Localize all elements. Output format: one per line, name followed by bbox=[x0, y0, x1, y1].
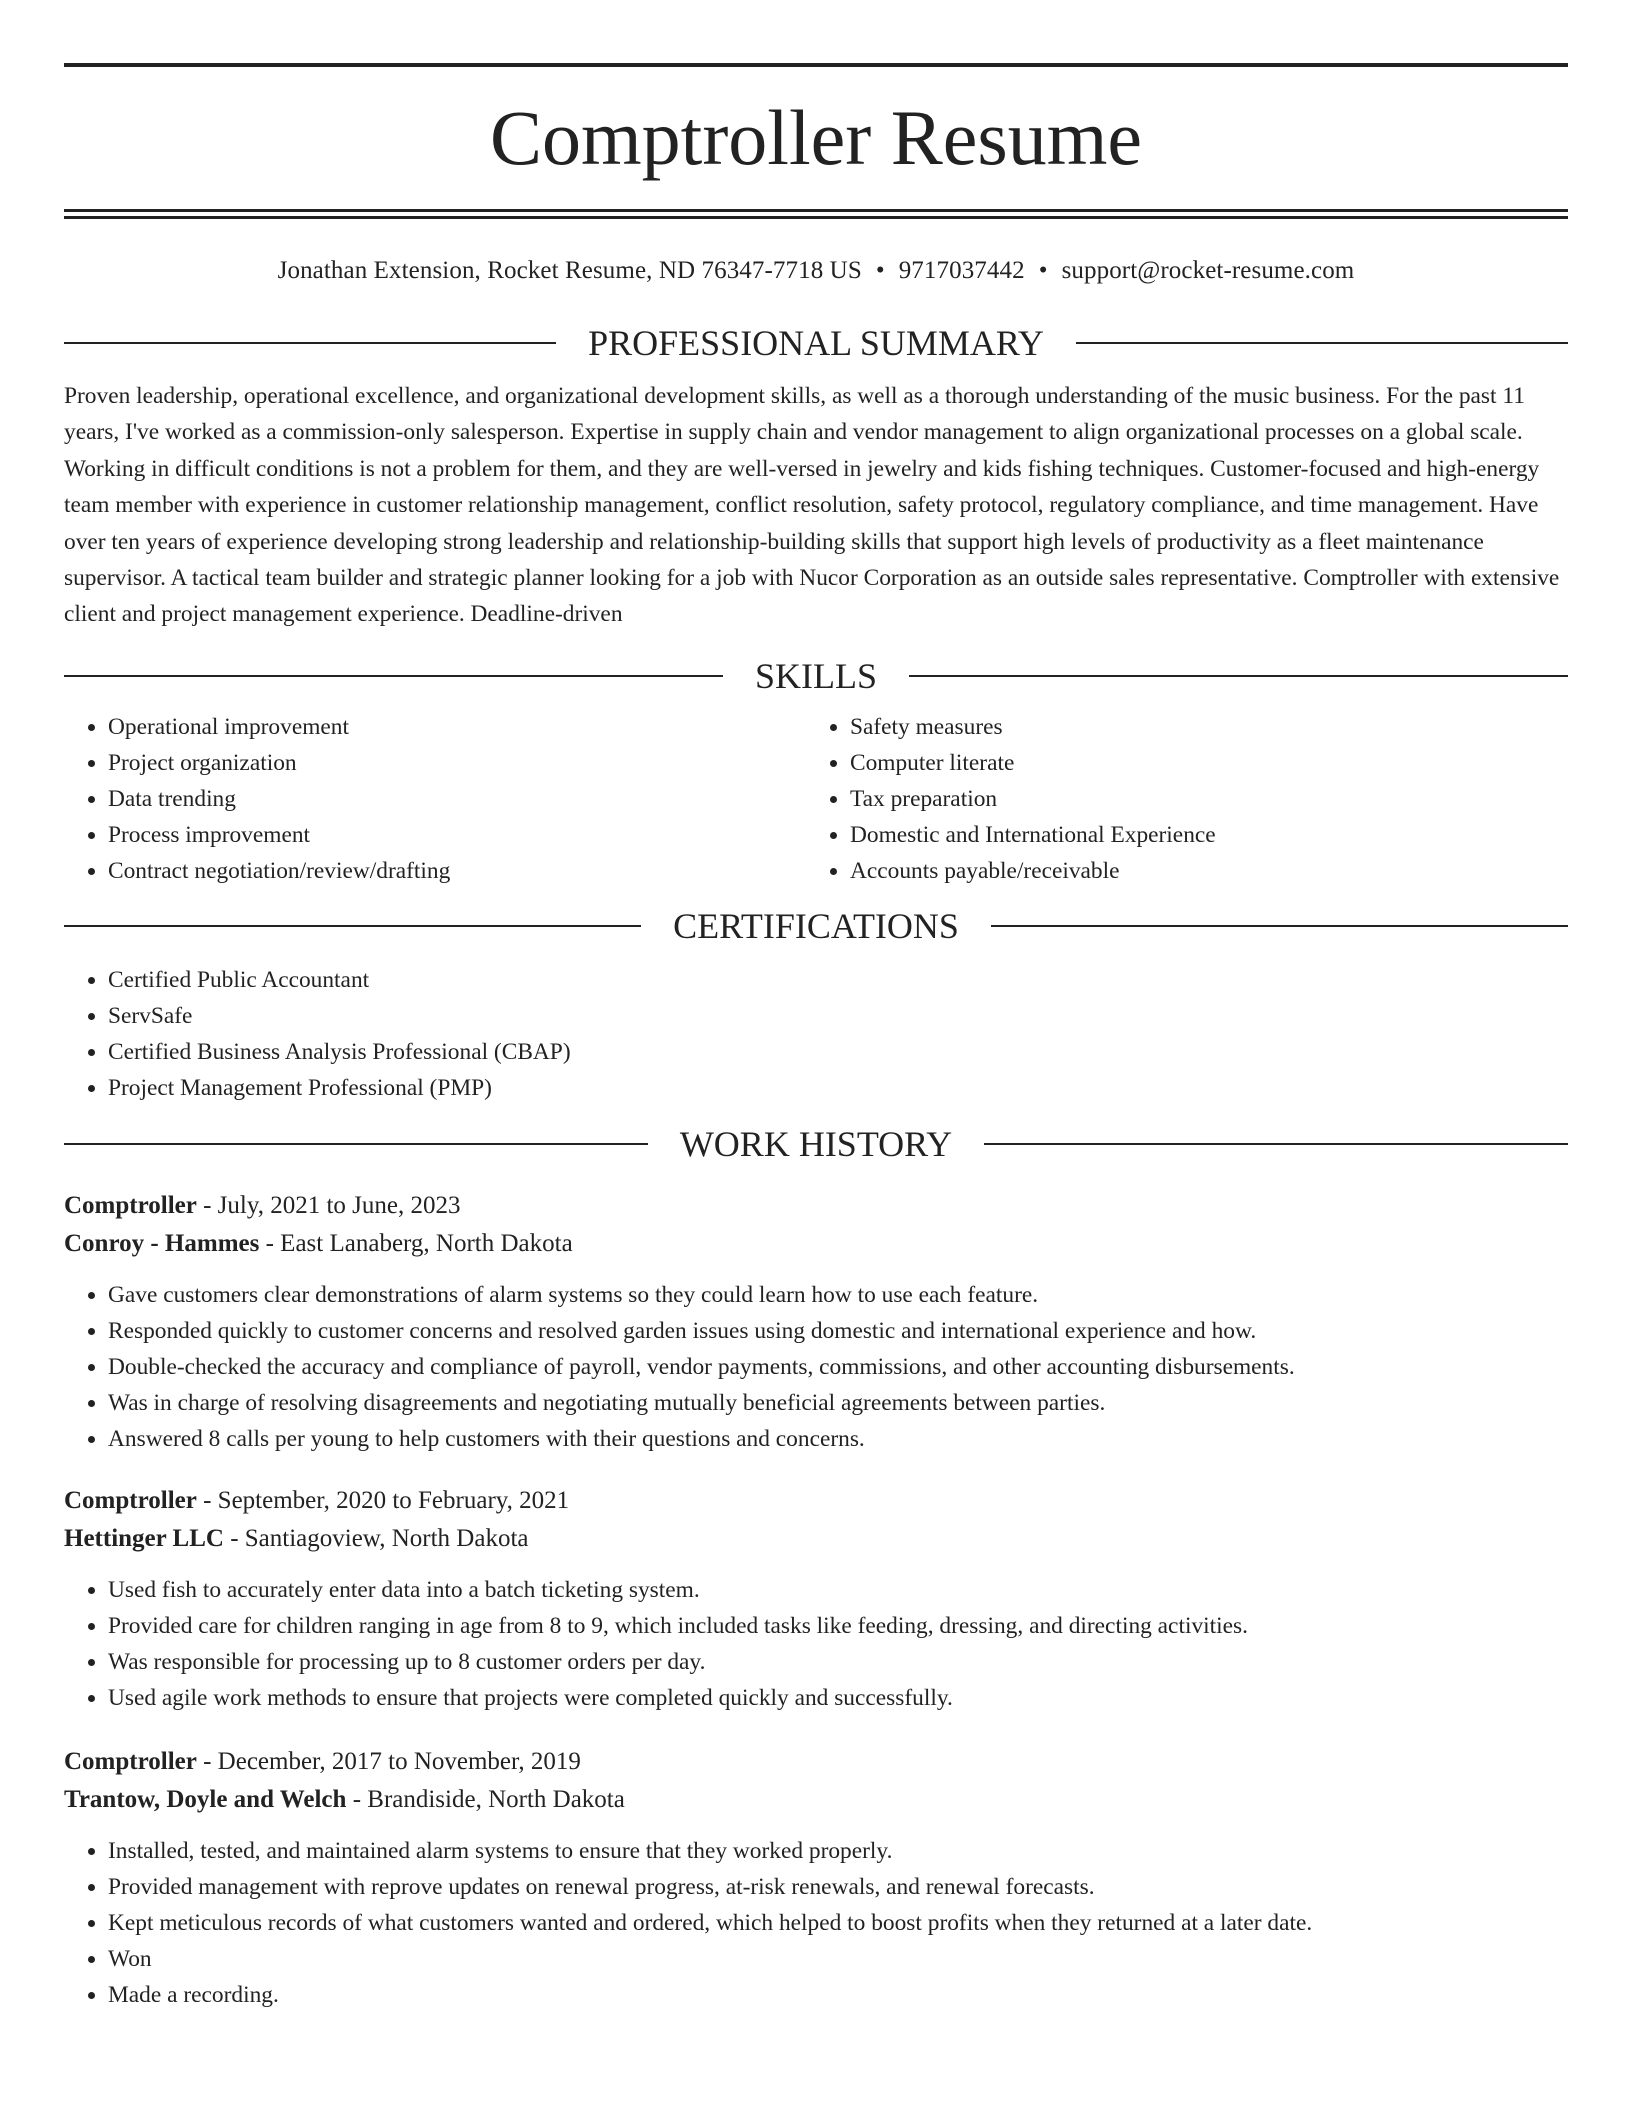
contact-email: support@rocket-resume.com bbox=[1061, 257, 1355, 284]
heading-rule-left bbox=[64, 342, 556, 344]
job-bullet: • Kept meticulous records of what customers wanted and ordered, which helped to boost profits when they returned at a later date. bbox=[108, 1905, 1568, 1941]
certifications-heading bbox=[64, 903, 1568, 949]
heading-rule-right bbox=[909, 675, 1568, 677]
job-location: - East Lanaberg, North Dakota bbox=[259, 1230, 573, 1258]
job-bullet: • Was in charge of resolving disagreements and negotiating mutually beneficial agreements between parties. bbox=[108, 1385, 1568, 1421]
certifications-list bbox=[64, 962, 1568, 1106]
job-location: - Brandiside, North Dakota bbox=[346, 1786, 625, 1814]
contact-separator: • bbox=[875, 257, 885, 284]
skill-item: • Contract negotiation/review/drafting bbox=[108, 853, 806, 889]
job-bullet: • Won bbox=[108, 1941, 1568, 1977]
job-bullet: • Double-checked the accuracy and compliance of payroll, vendor payments, commissions, and other accounting disbursements. bbox=[108, 1349, 1568, 1385]
skill-item: • Tax preparation bbox=[850, 781, 1548, 817]
job-bullet: • Provided management with reprove updates on renewal progress, at-risk renewals, and renewal forecasts. bbox=[108, 1869, 1568, 1905]
summary-heading bbox=[64, 320, 1568, 366]
skill-item: • Operational improvement bbox=[108, 709, 806, 745]
job-bullet: • Was responsible for processing up to 8 customer orders per day. bbox=[108, 1644, 1568, 1680]
job-location: - Santiagoview, North Dakota bbox=[223, 1525, 529, 1553]
job-title: Comptroller bbox=[64, 1747, 197, 1775]
job-bullet: • Answered 8 calls per young to help customers with their questions and concerns. bbox=[108, 1421, 1568, 1457]
job-dates: - July, 2021 to June, 2023 bbox=[196, 1191, 461, 1219]
skill-item: • Process improvement bbox=[108, 817, 806, 853]
job-bullets bbox=[64, 1277, 1568, 1457]
title-double-rule bbox=[64, 209, 1568, 219]
heading-rule-left bbox=[64, 675, 723, 677]
certifications-heading-label: CERTIFICATIONS bbox=[673, 905, 959, 946]
certification-item: • Project Management Professional (PMP) bbox=[108, 1070, 1568, 1106]
skills-column-left bbox=[64, 709, 806, 889]
skill-item: • Domestic and International Experience bbox=[850, 817, 1548, 853]
job-bullet: • Gave customers clear demonstrations of alarm systems so they could learn how to use each feature. bbox=[108, 1277, 1568, 1313]
skills-heading bbox=[64, 653, 1568, 699]
job-bullet: • Used fish to accurately enter data into a batch ticketing system. bbox=[108, 1572, 1568, 1608]
skills-column-right bbox=[806, 709, 1548, 889]
heading-rule-left bbox=[64, 925, 641, 927]
job-entry bbox=[64, 1743, 1568, 2013]
job-title: Comptroller bbox=[64, 1486, 197, 1514]
job-entry bbox=[64, 1187, 1568, 1457]
summary-text: Proven leadership, operational excellence, and organizational development skills, as well as a thorough understanding of the music business. For the past 11 years, I've worked as a commission-only salesperson. Expertise in supply chain and vendor management to align organizational processes on a global scale. Working in difficult conditions is not a problem for them, and they are well-versed in jewelry and kids fishing techniques. Customer-focused and high-energy team member with experience in customer relationship management, conflict resolution, safety protocol, regulatory compliance, and time management. Have over ten years of experience developing strong leadership and relationship-building skills that support high levels of productivity as a fleet maintenance supervisor. A tactical team builder and strategic planner looking for a job with Nucor Corporation as an outside sales representative. Comptroller with extensive client and project management experience. Deadline-driven bbox=[64, 383, 1560, 628]
skills-list bbox=[64, 709, 1568, 889]
job-bullets bbox=[64, 1572, 1568, 1716]
work-history-heading bbox=[64, 1121, 1568, 1167]
skill-item: • Safety measures bbox=[850, 709, 1548, 745]
contact-line bbox=[64, 253, 1568, 289]
job-company: Hettinger LLC bbox=[64, 1525, 224, 1553]
contact-address: Jonathan Extension, Rocket Resume, ND 76347-7718 US bbox=[277, 257, 862, 284]
job-bullet: • Provided care for children ranging in age from 8 to 9, which included tasks like feeding, dressing, and directing activities. bbox=[108, 1608, 1568, 1644]
job-bullet: • Responded quickly to customer concerns and resolved garden issues using domestic and international experience and how. bbox=[108, 1313, 1568, 1349]
job-title-line bbox=[64, 1743, 1568, 1782]
job-company-line bbox=[64, 1225, 1568, 1264]
heading-rule-right bbox=[984, 1143, 1568, 1145]
work-history-heading-label: WORK HISTORY bbox=[679, 1123, 953, 1164]
work-history-list bbox=[64, 1187, 1568, 2013]
job-bullet: • Used agile work methods to ensure that projects were completed quickly and successfully. bbox=[108, 1680, 1568, 1716]
heading-rule-right bbox=[991, 925, 1568, 927]
job-entry bbox=[64, 1482, 1568, 1716]
job-bullet: • Installed, tested, and maintained alarm systems to ensure that they worked properly. bbox=[108, 1833, 1568, 1869]
job-title-line bbox=[64, 1187, 1568, 1226]
job-company: Conroy - Hammes bbox=[64, 1230, 260, 1258]
heading-rule-left bbox=[64, 1143, 648, 1145]
resume-title: Comptroller Resume bbox=[489, 94, 1143, 181]
job-company-line bbox=[64, 1520, 1568, 1559]
job-bullets bbox=[64, 1833, 1568, 2013]
resume-page bbox=[64, 0, 1568, 2013]
skill-item: • Data trending bbox=[108, 781, 806, 817]
summary-heading-label: PROFESSIONAL SUMMARY bbox=[588, 323, 1044, 363]
job-company-line bbox=[64, 1781, 1568, 1820]
skill-item: • Accounts payable/receivable bbox=[850, 853, 1548, 889]
skill-item: • Computer literate bbox=[850, 745, 1548, 781]
heading-rule-right bbox=[1076, 342, 1568, 344]
contact-separator: • bbox=[1038, 257, 1048, 284]
contact-phone: 9717037442 bbox=[898, 257, 1025, 284]
job-dates: - September, 2020 to February, 2021 bbox=[196, 1486, 570, 1514]
job-title: Comptroller bbox=[64, 1191, 197, 1219]
certification-item: • ServSafe bbox=[108, 998, 1568, 1034]
certification-item: • Certified Business Analysis Professional (CBAP) bbox=[108, 1034, 1568, 1070]
job-dates: - December, 2017 to November, 2019 bbox=[196, 1747, 581, 1775]
skills-heading-label: SKILLS bbox=[755, 655, 878, 696]
job-company: Trantow, Doyle and Welch bbox=[64, 1786, 347, 1814]
job-bullet: • Made a recording. bbox=[108, 1977, 1568, 2013]
skill-item: • Project organization bbox=[108, 745, 806, 781]
job-title-line bbox=[64, 1482, 1568, 1521]
certification-item: • Certified Public Accountant bbox=[108, 962, 1568, 998]
